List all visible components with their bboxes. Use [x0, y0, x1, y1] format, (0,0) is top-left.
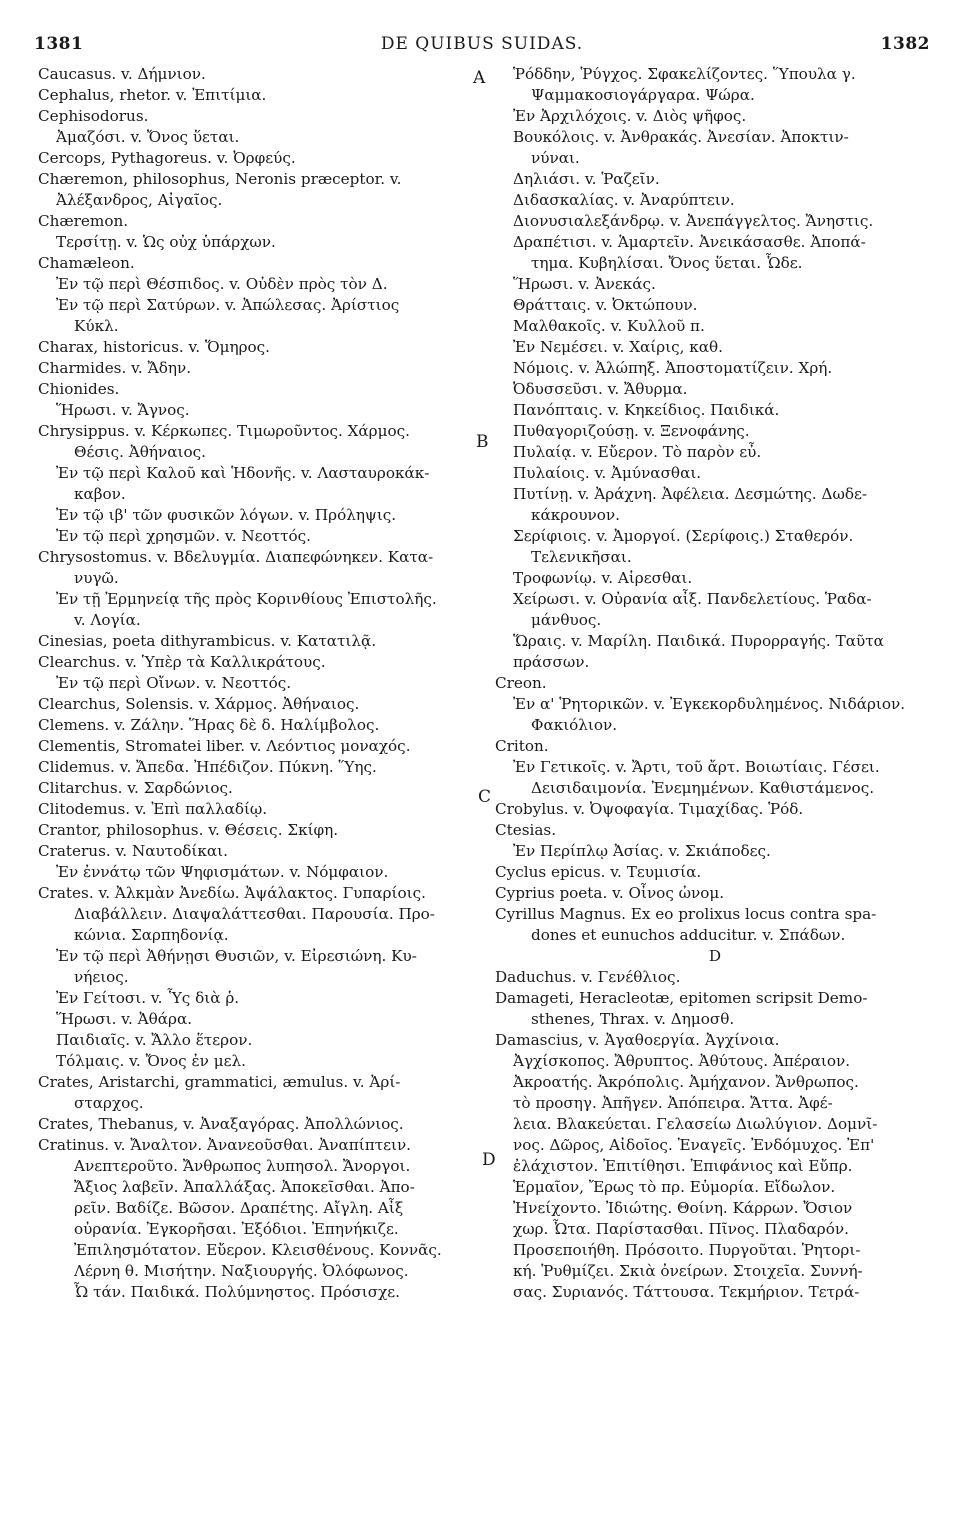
index-entry: Ctesias.: [495, 821, 557, 839]
index-subentry: τὸ προσηγ. Ἀπῆγεν. Ἀπόπειρα. Ἄττα. Ἀφέ-: [513, 1094, 833, 1112]
margin-letter-d: D: [482, 1150, 496, 1170]
index-subentry: Ἐν τῷ ιβ' τῶν φυσικῶν λόγων. v. Πρόληψις.: [56, 506, 397, 524]
index-subentry: μάνθυος.: [531, 611, 602, 629]
index-subentry: Βουκόλοις. v. Ἀνθρακάς. Ἀνεσίαν. Ἀποκτιν-: [513, 128, 849, 146]
index-subentry: Ἐν τῇ Ἑρμηνείᾳ τῆς πρὸς Κορινθίους Ἐπιστολῆς.: [56, 590, 437, 608]
index-subentry: ρεῖν. Βαδίζε. Βῶσον. Δραπέτης. Αἴγλη. Αἶξ: [74, 1199, 404, 1217]
index-entry: Cyclus epicus. v. Τευμισία.: [495, 863, 702, 881]
index-subentry: Ἐν Περίπλῳ Ἀσίας. v. Σκιάποδες.: [513, 842, 771, 860]
index-subentry: σταρχος.: [74, 1094, 144, 1112]
index-subentry: Ὥραις. v. Μαρίλη. Παιδικά. Πυρορραγής. Ταῦτα: [513, 632, 884, 650]
index-entry: Cercops, Pythagoreus. v. Ὀρφεύς.: [38, 149, 296, 167]
index-subentry: Ἀκροατής. Ἀκρόπολις. Ἀμήχανον. Ἄνθρωπος.: [513, 1073, 859, 1091]
margin-letter-b: B: [476, 432, 489, 452]
index-entry: Clitodemus. v. Ἐπὶ παλλαδίῳ.: [38, 800, 268, 818]
index-entry: Clearchus, Solensis. v. Χάρμος. Ἀθήναιος.: [38, 695, 360, 713]
index-entry: Cyrillus Magnus. Ex eo prolixus locus contra spa-: [495, 905, 877, 923]
index-subentry: καβον.: [74, 485, 126, 503]
index-entry: Clementis, Stromatei liber. v. Λεόντιος μοναχός.: [38, 737, 411, 755]
index-entry: Chæremon.: [38, 212, 129, 230]
index-subentry: v. Λογία.: [74, 611, 141, 629]
index-entry: Daduchus. v. Γενέθλιος.: [495, 968, 681, 986]
index-subentry: κή. Ῥυθμίζει. Σκιὰ ὀνείρων. Στοιχεῖα. Συννή-: [513, 1262, 863, 1280]
index-subentry: Ἐν Γείτοσι. v. Ὗς διὰ ῥ.: [56, 989, 240, 1007]
running-title: DE QUIBUS SUIDAS.: [380, 34, 584, 54]
index-subentry: Ανεπτεροῦτο. Ἄνθρωπος λυπησολ. Ἄνοργοι.: [74, 1157, 411, 1175]
index-entry: Damageti, Heracleotæ, epitomen scripsit Demo-: [495, 989, 868, 1007]
index-subentry: Ἐν τῷ περὶ χρησμῶν. v. Νεοττός.: [56, 527, 311, 545]
index-subentry: Ἐν τῷ περὶ Ἀθήνῃσι Θυσιῶν, v. Εἰρεσιώνη. Κυ-: [56, 947, 417, 965]
right-page-number: 1382: [880, 34, 930, 54]
index-entry: Clemens. v. Ζάλην. Ἥρας δὲ δ. Ηαλίμβολος.: [38, 716, 380, 734]
index-entry: Charax, historicus. v. Ὅμηρος.: [38, 338, 270, 356]
index-subentry: Λέρνη θ. Μισήτην. Ναξιουργής. Ὀλόφωνος.: [74, 1262, 409, 1280]
index-subentry: Τερσίτῃ. v. Ὡς οὐχ ὑπάρχων.: [56, 233, 276, 251]
index-subentry: Ἄξιος λαβεῖν. Ἀπαλλάξας. Ἀποκεῖσθαι. Ἀπο-: [74, 1178, 415, 1196]
left-column: [38, 64, 458, 1303]
index-subentry: Δραπέτισι. v. Ἁμαρτεῖν. Ἀνεικάσασθε. Ἀποπά-: [513, 233, 866, 251]
index-entry: Crates, Aristarchi, grammatici, æmulus. v. Ἀρί-: [38, 1073, 401, 1091]
index-subentry: Ἐν τῷ περὶ Θέσπιδος. v. Οὐδὲν πρὸς τὸν Δ.: [56, 275, 388, 293]
index-subentry: Ὦ τάν. Παιδικά. Πολύμνηστος. Πρόσισχε.: [74, 1283, 400, 1301]
index-subentry: Ἐπιλησμότατον. Εὔερον. Κλεισθένους. Κοννᾶς.: [74, 1241, 442, 1259]
index-subentry: Ἀγχίσκοπος. Ἄθρυπτος. Ἀθύτους. Ἀπέραιον.: [513, 1052, 851, 1070]
index-subentry: Δεισιδαιμονία. Ἐνεμημένων. Καθιστάμενος.: [531, 779, 875, 797]
index-subentry: Διονυσιαλεξάνδρῳ. v. Ἀνεπάγγελτος. Ἄνηστις.: [513, 212, 874, 230]
index-subentry: Κύκλ.: [74, 317, 119, 335]
margin-letter-a: A: [473, 68, 486, 88]
index-subentry: κώνια. Σαρπηδονίᾳ.: [74, 926, 229, 944]
index-entry: Chæremon, philosophus, Neronis præceptor. v.: [38, 170, 402, 188]
index-subentry: νύναι.: [531, 149, 580, 167]
index-subentry: Πανόπταις. v. Κηκείδιος. Παιδικά.: [513, 401, 780, 419]
index-subentry: οὐρανία. Ἐγκορῆσαι. Ἐξόδιοι. Ἐπηνήκιζε.: [74, 1220, 399, 1238]
index-subentry: Τελενικῆσαι.: [531, 548, 632, 566]
index-subentry: τημα. Κυβηλίσαι. Ὄνος ὕεται. Ὧδε.: [531, 254, 803, 272]
index-subentry: Ἥρωσι. v. Ἀνεκάς.: [513, 275, 656, 293]
index-subentry: Ἀλέξανδρος, Αἰγαῖος.: [56, 191, 223, 209]
index-subentry: Ἐν Νεμέσει. v. Χαίρις, καθ.: [513, 338, 723, 356]
index-subentry: Θράτταις. v. Ὀκτώπουν.: [513, 296, 698, 314]
index-subentry: Διδασκαλίας. v. Ἀναρύπτειν.: [513, 191, 735, 209]
margin-letter-c: C: [478, 787, 492, 807]
index-entry: Damascius, v. Ἀγαθοεργία. Ἀγχίνοια.: [495, 1031, 780, 1049]
index-entry: Caucasus. v. Δήμνιον.: [38, 65, 206, 83]
index-subentry: Διαβάλλειν. Διαψαλάττεσθαι. Παρουσία. Προ-: [74, 905, 435, 923]
index-entry: Chrysippus. v. Κέρκωπες. Τιμωροῦντος. Χάρμος.: [38, 422, 410, 440]
index-subentry: Ἐν α' Ῥητορικῶν. v. Ἐγκεκορδυλημένος. Νιδάριον.: [513, 695, 906, 713]
index-entry: Chionides.: [38, 380, 120, 398]
index-subentry: Ἥρωσι. v. Ἀθάρα.: [56, 1010, 193, 1028]
index-entry: Crates, Thebanus, v. Ἀναξαγόρας. Ἀπολλώνιος.: [38, 1115, 404, 1133]
index-subentry: Χείρωσι. v. Οὐρανία αἶξ. Πανδελετίους. Ῥαδα-: [513, 590, 872, 608]
index-entry: Clitarchus. v. Σαρδώνιος.: [38, 779, 233, 797]
index-subentry: Ἀμαζόσι. v. Ὄνος ὕεται.: [56, 128, 240, 146]
index-subentry: Παιδιαῖς. v. Ἄλλο ἕτερον.: [56, 1031, 253, 1049]
index-subentry: Πυθαγοριζούσῃ. v. Ξενοφάνης.: [513, 422, 750, 440]
index-subentry: Πυλαίοις. v. Ἀμύνασθαι.: [513, 464, 702, 482]
index-subentry: κάκρουνον.: [531, 506, 620, 524]
index-subentry: πράσσων.: [513, 653, 590, 671]
index-subentry: νος. Δῶρος, Αἰδοῖος. Ἐναγεῖς. Ἐνδόμυχος. Ἐπ': [513, 1136, 875, 1154]
index-subentry: Προσεποιήθη. Πρόσοιτο. Πυργοῦται. Ῥητορι-: [513, 1241, 861, 1259]
index-subentry: Ἐν τῷ περὶ Οἴνων. v. Νεοττός.: [56, 674, 292, 692]
index-subentry: ἐλάχιστον. Ἐπιτίθησι. Ἐπιφάνιος καὶ Εὔπρ.: [513, 1157, 853, 1175]
index-subentry: Πυλαίᾳ. v. Εὔερον. Τὸ παρὸν εὖ.: [513, 443, 762, 461]
index-entry: Crantor, philosophus. v. Θέσεις. Σκίφη.: [38, 821, 339, 839]
index-entry: Cratinus. v. Ἄναλτον. Ἀνανεοῦσθαι. Ἀναπίπτειν.: [38, 1136, 412, 1154]
index-subentry: Τροφωνίῳ. v. Αἱρεσθαι.: [513, 569, 693, 587]
index-subentry: Ἐν τῷ περὶ Σατύρων. v. Ἀπώλεσας. Ἀρίστιος: [56, 296, 400, 314]
index-subentry: νήειος.: [74, 968, 129, 986]
index-entry: Crobylus. v. Ὀψοφαγία. Τιμαχίδας. Ῥόδ.: [495, 800, 804, 818]
index-entry: Craterus. v. Ναυτοδίκαι.: [38, 842, 228, 860]
index-subentry: Ἥρωσι. v. Ἄγνος.: [56, 401, 190, 419]
index-subentry: Ἐν τῷ περὶ Καλοῦ καὶ Ἡδονῆς. v. Λασταυροκάκ-: [56, 464, 430, 482]
right-column: [495, 64, 935, 1303]
index-entry: Chamæleon.: [38, 254, 135, 272]
section-letter: D: [708, 947, 722, 965]
index-entry: Clearchus. v. Ὑπὲρ τὰ Καλλικράτους.: [38, 653, 326, 671]
index-subentry: Ὀδυσσεῦσι. v. Ἄθυρμα.: [513, 380, 688, 398]
left-page-number: 1381: [34, 34, 84, 54]
index-subentry: Ψαμμακοσιογάργαρα. Ψώρα.: [531, 86, 755, 104]
index-subentry: λεια. Βλακεύεται. Γελασείω Διωλύγιον. Δομνῖ-: [513, 1115, 878, 1133]
index-subentry: Ἐν Ἀρχιλόχοις. v. Διὸς ψῆφος.: [513, 107, 747, 125]
index-subentry: Θέσις. Ἀθήναιος.: [74, 443, 206, 461]
index-subentry: Φακιόλιον.: [531, 716, 618, 734]
index-subentry: sthenes, Thrax. v. Δημοσθ.: [531, 1010, 735, 1028]
index-subentry: Μαλθακοῖς. v. Κυλλοῦ π.: [513, 317, 705, 335]
index-subentry: Σερίφιοις. v. Ἀμοργοί. (Σερίφοις.) Σταθερόν.: [513, 527, 854, 545]
index-subentry: Πυτίνῃ. v. Ἀράχνη. Ἀφέλεια. Δεσμώτης. Δωδε-: [513, 485, 868, 503]
index-subentry: Δηλιάσι. v. Ῥαζεῖν.: [513, 170, 660, 188]
index-entry: Cephisodorus.: [38, 107, 149, 125]
index-subentry: νυγῶ.: [74, 569, 119, 587]
index-entry: Clidemus. v. Ἄπεδα. Ἠπέδιζον. Πύκνη. Ὕης.: [38, 758, 377, 776]
index-subentry: σας. Συριανός. Τάττουσα. Τεκμήριον. Τετρά-: [513, 1283, 860, 1301]
index-entry: Crates. v. Ἀλκμὰν Ἀνεδίω. Ἀψάλακτος. Γυπαρίοις.: [38, 884, 426, 902]
index-subentry: Τόλμαις. v. Ὄνος ἐν μελ.: [56, 1052, 246, 1070]
index-subentry: Ῥόδδην, Ῥύγχος. Σφακελίζοντες. Ὕπουλα γ.: [513, 65, 856, 83]
index-entry: Chrysostomus. v. Βδελυγμία. Διαπεφώνηκεν. Κατα-: [38, 548, 434, 566]
index-entry: Creon.: [495, 674, 547, 692]
index-entry: Cephalus, rhetor. v. Ἐπιτίμια.: [38, 86, 267, 104]
index-subentry: Ἠνείχοντο. Ἰδιώτης. Θοίνη. Κάρρων. Ὄσιον: [513, 1199, 853, 1217]
index-subentry: χωρ. Ὦτα. Παρίστασθαι. Πῖνος. Πλαδαρόν.: [513, 1220, 849, 1238]
index-entry: Cyprius poeta. v. Οἶνος ὠνομ.: [495, 884, 725, 902]
index-entry: Charmides. v. Ἄδην.: [38, 359, 192, 377]
index-entry: Cinesias, poeta dithyrambicus. v. Κατατιλᾷ.: [38, 632, 377, 650]
index-subentry: Ἐν ἐννάτῳ τῶν Ψηφισμάτων. v. Νόμφαιον.: [56, 863, 389, 881]
index-subentry: Ἑρμαῖον, Ἔρως τὸ πρ. Εὐμορία. Εἴδωλον.: [513, 1178, 836, 1196]
index-subentry: Ἐν Γετικοῖς. v. Ἄρτι, τοῦ ἄρτ. Βοιωτίαις. Γέσει.: [513, 758, 880, 776]
page-header: [34, 34, 930, 58]
index-subentry: dones et eunuchos adducitur. v. Σπάδων.: [531, 926, 846, 944]
index-entry: Criton.: [495, 737, 549, 755]
index-subentry: Νόμοις. v. Ἀλώπηξ. Ἀποστοματίζειν. Χρή.: [513, 359, 833, 377]
